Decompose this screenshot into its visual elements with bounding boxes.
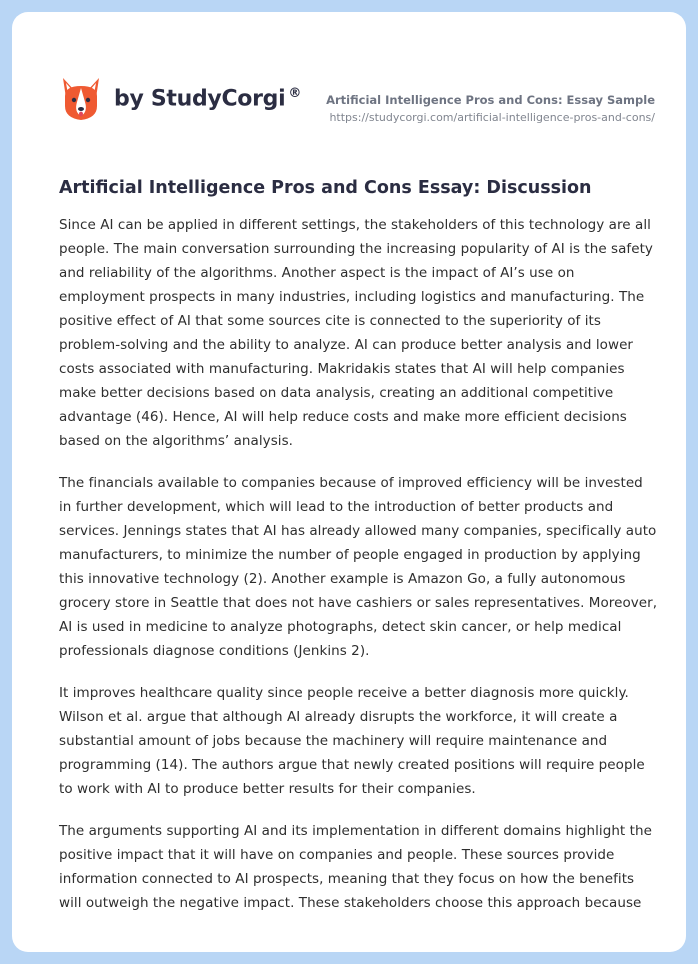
paragraph-2: The financials available to companies because of improved efficiency will be invested in further development, which will lead to the introduction of better products and services. Jennings states that AI has already allowed many companies, specifically auto manufacturers, to minimize the number of people engaged in production by applying this innovative technology (2). Another example is Amazon Go, a fully autonomous grocery store in Seattle that does not have cashiers or sales representatives. Moreover, AI is used in medicine to analyze photographs, detect skin cancer, or help medical professionals diagnose conditions (Jenkins 2).: [59, 475, 658, 659]
section-heading: Artificial Intelligence Pros and Cons Essay: Discussion: [59, 178, 592, 198]
registered-mark: ®: [288, 86, 302, 102]
essay-title: Artificial Intelligence Pros and Cons: Essay Sample: [326, 93, 655, 107]
paragraph-3: It improves healthcare quality since people receive a better diagnosis more quickly. Wilson et al. argue that although AI already disrupts the workforce, it will create a substantial amount of jobs because the machinery will require maintenance and programming (14). The authors argue that newly created positions will require people to work with AI to produce better results for their companies.: [59, 685, 645, 797]
essay-meta: [326, 92, 655, 126]
essay-url[interactable]: https://studycorgi.com/artificial-intelligence-pros-and-cons/: [329, 111, 655, 124]
document-card: [12, 12, 686, 952]
article-body: [59, 174, 659, 933]
corgi-icon: [60, 76, 102, 122]
paragraph-1: Since AI can be applied in different settings, the stakeholders of this technology are all people. The main conversation surrounding the increasing popularity of AI is the safety and reliability of the algorithms. Another aspect is the impact of AI’s use on employment prospects in many industries, including logistics and manufacturing. The positive effect of AI that some sources cite is connected to the superiority of its problem-solving and the ability to analyze. AI can produce better analysis and lower costs associated with manufacturing. Makridakis states that AI will help companies make better decisions based on data analysis, creating an additional competitive advantage (46). Hence, AI will help reduce costs and make more efficient decisions based on the algorithms’ analysis.: [59, 217, 653, 449]
header: [12, 12, 686, 152]
studycorgi-logo[interactable]: [60, 76, 301, 122]
paragraph-4: The arguments supporting AI and its implementation in different domains highlight the positive impact that it will have on companies and people. These sources provide information connected to AI prospects, meaning that they focus on how the benefits will outweigh the negative impact. These stakeholders choose this approach because: [59, 823, 652, 911]
brand-name: by StudyCorgi ®: [114, 86, 302, 112]
